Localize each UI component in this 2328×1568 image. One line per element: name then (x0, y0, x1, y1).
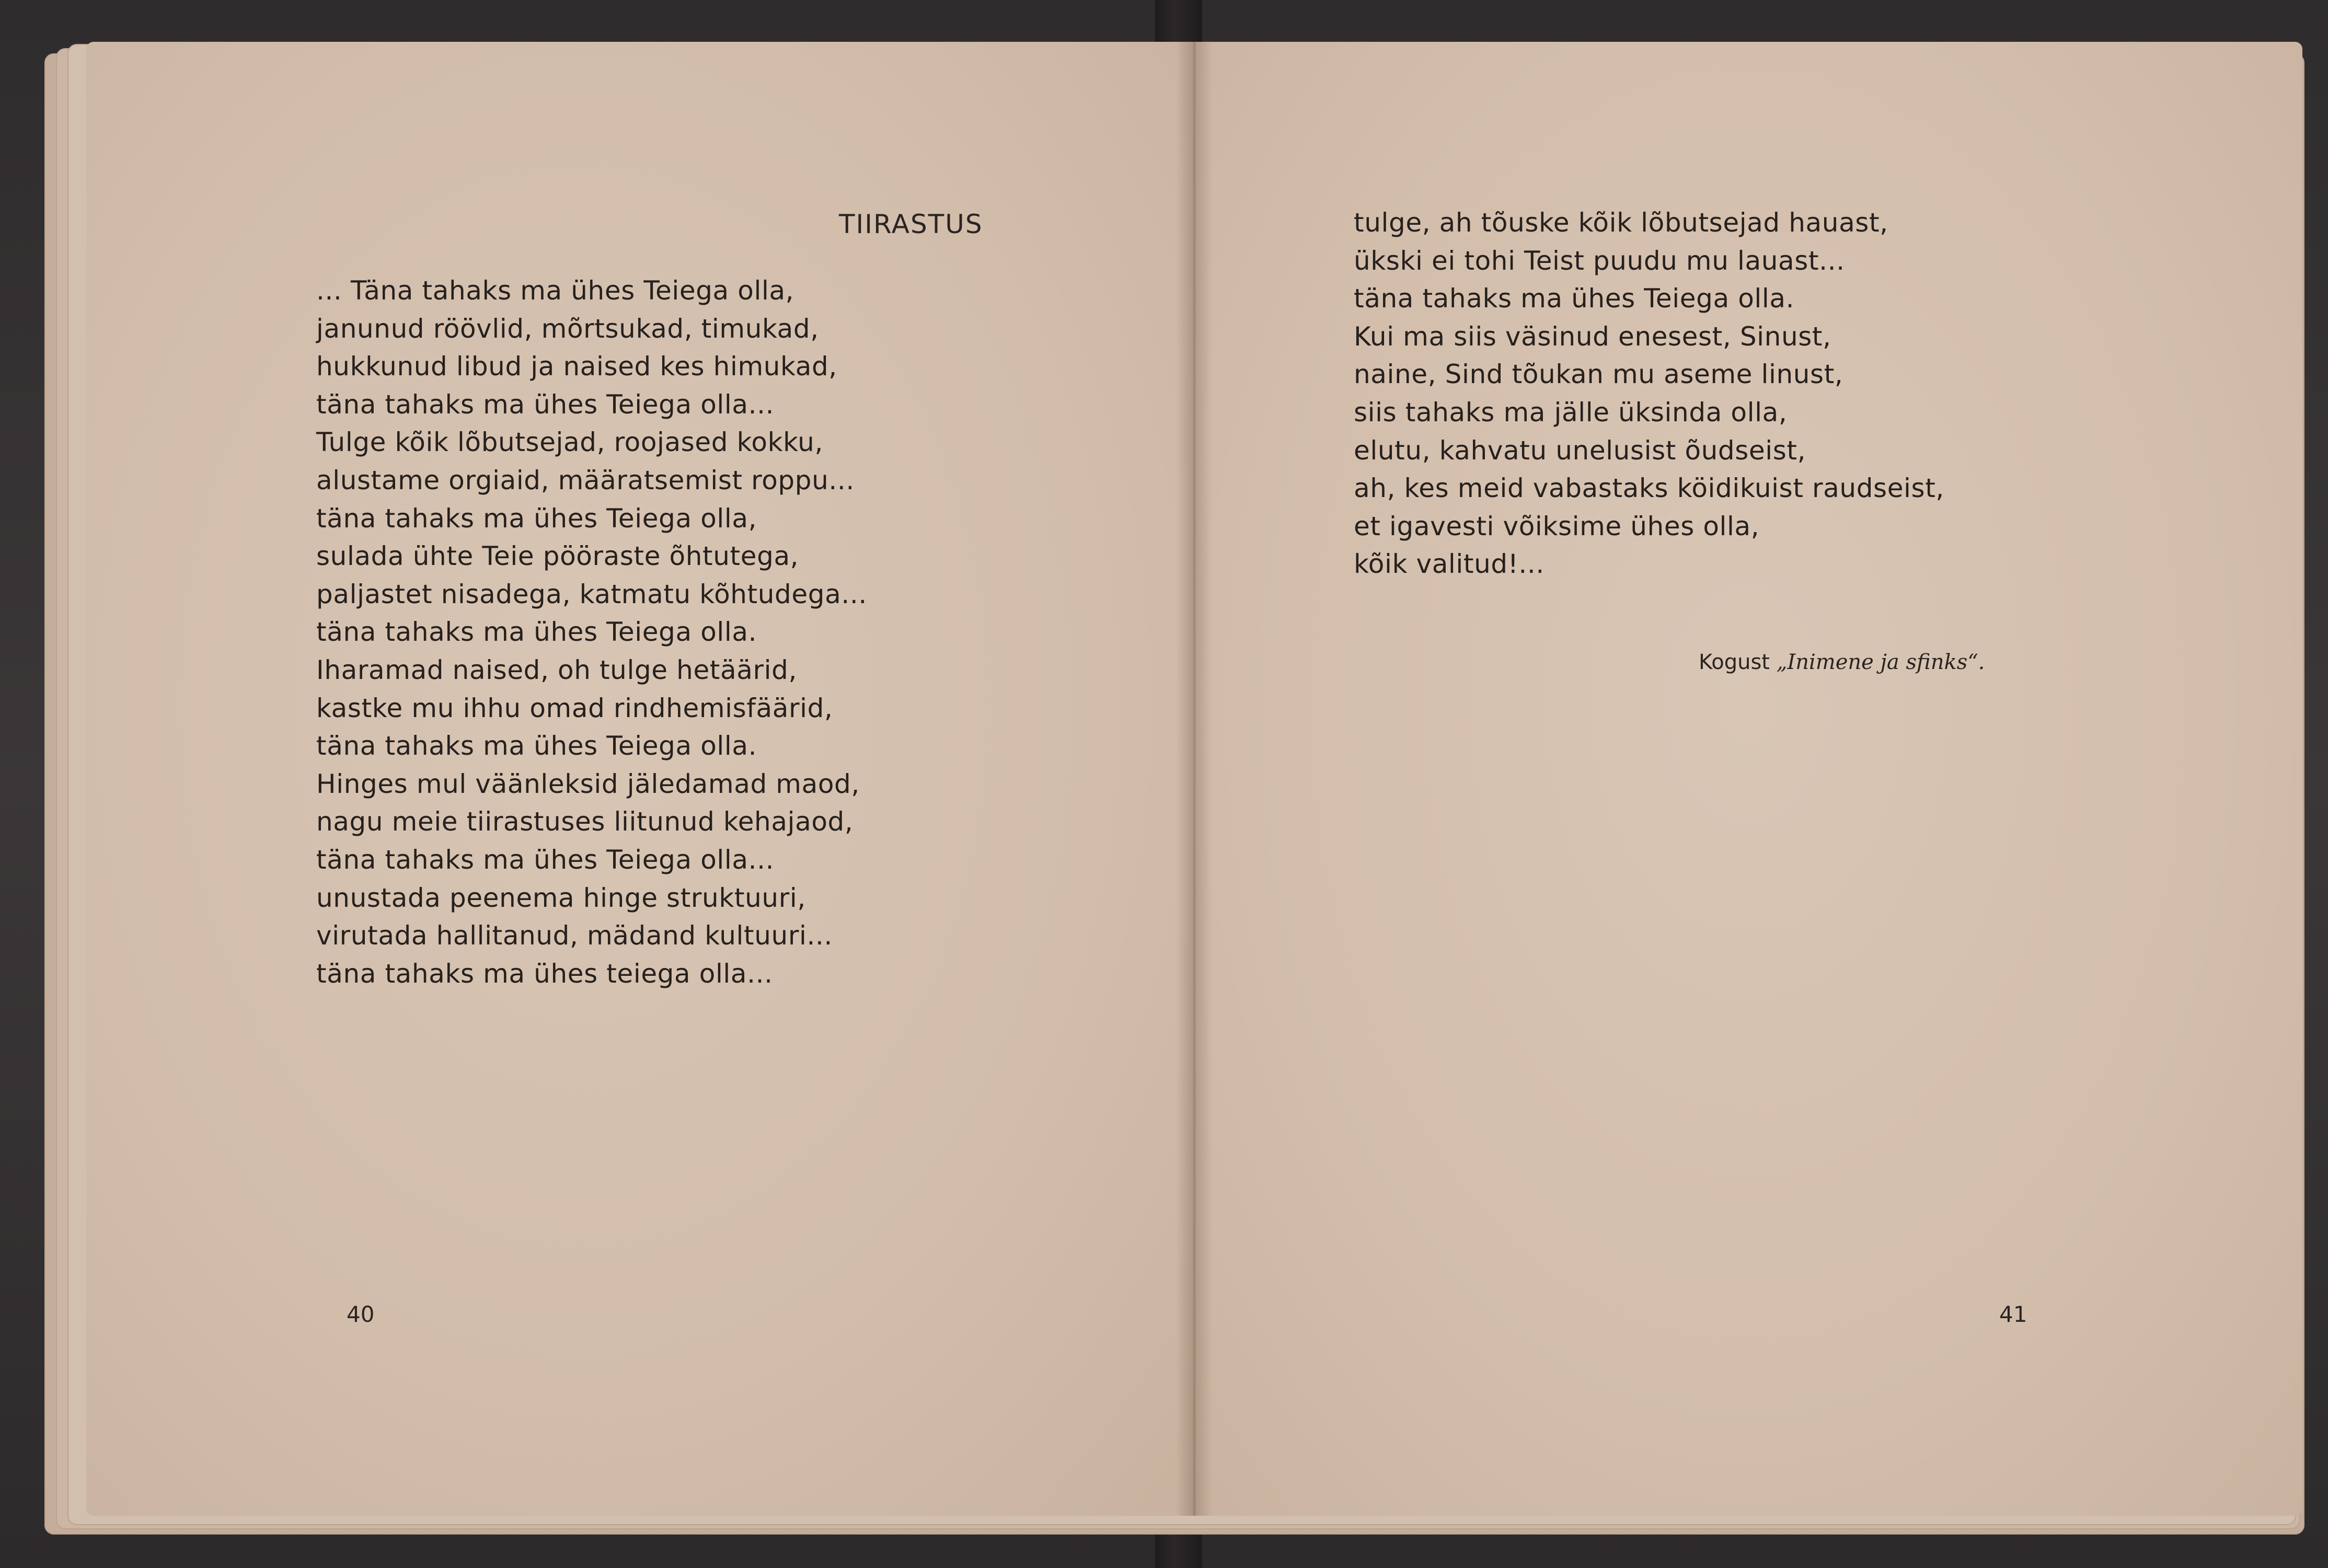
left-poem-text (316, 272, 867, 993)
poem-line: sulada ühte Teie pööraste õhtutega, (316, 541, 799, 572)
poem-line: ah, kes meid vabastaks köidikuist raudseist, (1354, 473, 1944, 504)
poem-line: alustame orgiaid, määratsemist roppu... (316, 465, 855, 495)
poem-line: täna tahaks ma ühes Teiega olla. (1354, 283, 1795, 314)
source-citation (1699, 650, 1985, 674)
page-number-right: 41 (1999, 1301, 2027, 1327)
book-gutter (1176, 42, 1213, 1516)
source-book-title: „Inimene ja sfinks“. (1776, 650, 1985, 674)
poem-line: Iharamad naised, oh tulge hetäärid, (316, 654, 797, 685)
poem-line: janunud röövlid, mõrtsukad, timukad, (316, 313, 819, 344)
poem-line: Tulge kõik lõbutsejad, roojased kokku, (316, 427, 823, 458)
poem-title: TIIRASTUS (839, 209, 983, 239)
poem-line: unustada peenema hinge struktuuri, (316, 882, 806, 913)
right-poem-text (1354, 204, 1944, 583)
poem-line: täna tahaks ma ühes Teiega olla. (316, 617, 757, 648)
poem-line: Kui ma siis väsinud enesest, Sinust, (1354, 321, 1831, 352)
poem-line: täna tahaks ma ühes Teiega olla... (316, 389, 775, 420)
poem-line: kastke mu ihhu omad rindhemisfäärid, (316, 693, 833, 723)
poem-line: nagu meie tiirastuses liitunud kehajaod, (316, 806, 854, 837)
poem-line: naine, Sind tõukan mu aseme linust, (1354, 359, 1843, 390)
poem-line: hukkunud libud ja naised kes himukad, (316, 351, 837, 382)
poem-line: tulge, ah tõuske kõik lõbutsejad hauast, (1354, 207, 1888, 238)
poem-line: kõik valitud!... (1354, 549, 1545, 580)
poem-line: täna tahaks ma ühes Teiega olla, (316, 503, 757, 534)
poem-line: täna tahaks ma ühes Teiega olla... (316, 844, 775, 875)
poem-line: et igavesti võiksime ühes olla, (1354, 511, 1760, 541)
poem-line: elutu, kahvatu unelusist õudseist, (1354, 435, 1806, 466)
poem-line: ükski ei tohi Teist puudu mu lauast... (1354, 245, 1845, 276)
source-prefix: Kogust (1699, 650, 1777, 674)
page-number-left: 40 (347, 1301, 375, 1327)
poem-line: ... Täna tahaks ma ühes Teiega olla, (316, 275, 794, 306)
poem-line: paljastet nisadega, katmatu kõhtudega... (316, 579, 867, 609)
poem-line: siis tahaks ma jälle üksinda olla, (1354, 397, 1788, 428)
poem-line: täna tahaks ma ühes Teiega olla. (316, 731, 757, 762)
poem-line: Hinges mul väänleksid jäledamad maod, (316, 768, 860, 799)
poem-line: täna tahaks ma ühes teiega olla... (316, 958, 773, 989)
poem-line: virutada hallitanud, mädand kultuuri... (316, 920, 833, 951)
